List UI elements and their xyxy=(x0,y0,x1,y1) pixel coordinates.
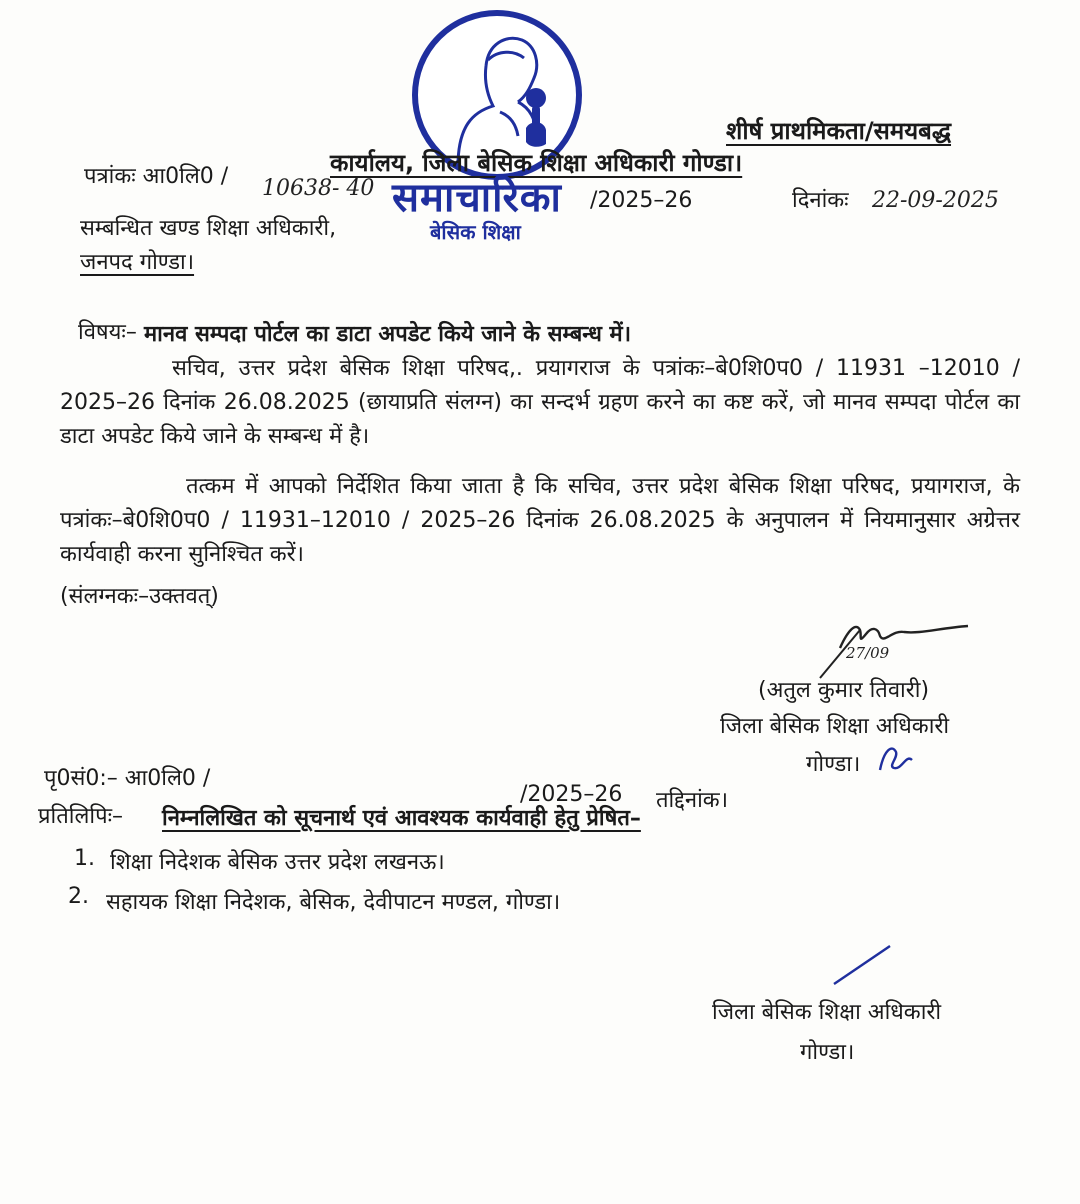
date-label: दिनांकः xyxy=(792,188,849,213)
footer-designation: जिला बेसिक शिक्षा अधिकारी xyxy=(712,1000,942,1025)
letter-number-year: /2025–26 xyxy=(590,188,693,213)
subject-label: विषयः– xyxy=(78,320,137,345)
endorsement-reference: पृ0सं0:– आ0लि0 / xyxy=(44,766,211,791)
office-heading: कार्यालय, जिला बेसिक शिक्षा अधिकारी गोण्डा। xyxy=(330,149,743,177)
copy-item-1-number: 1. xyxy=(74,846,95,871)
copy-item-1-text: शिक्षा निदेशक बेसिक उत्तर प्रदेश लखनऊ। xyxy=(110,850,445,875)
letter-number-prefix: पत्रांकः आ0लि0 / xyxy=(84,164,229,189)
signature-initial-date: 27/09 xyxy=(846,644,890,662)
endorsement-date: तद्दिनांक। xyxy=(656,788,729,813)
copy-label: प्रतिलिपिः– xyxy=(38,804,124,829)
enclosure-note: (संलग्नकः–उक्तवत्) xyxy=(60,584,219,609)
recipient-line-1: सम्बन्धित खण्ड शिक्षा अधिकारी, xyxy=(80,216,337,241)
body-paragraph-1: सचिव, उत्तर प्रदेश बेसिक शिक्षा परिषद,. प्रयागराज के पत्रांकः–बे0शि0प0 / 11931 –12010 / 2025–26 दिनांक 26.08.2025 (छायाप्रति संलग्न) का सन्दर्भ ग्रहण करने का कष्ट करें, जो मानव सम्पदा पोर्टल का डाटा अपडेट किये जाने के सम्बन्ध में है। xyxy=(60,356,1020,449)
signatory-name: (अतुल कुमार तिवारी) xyxy=(758,678,930,703)
signatory-designation: जिला बेसिक शिक्षा अधिकारी xyxy=(720,714,950,739)
brand-name: समाचारिका xyxy=(392,175,562,221)
signatory-place: गोण्डा। xyxy=(806,752,861,777)
body-paragraph-2: तत्कम में आपको निर्देशित किया जाता है कि सचिव, उत्तर प्रदेश बेसिक शिक्षा परिषद, प्रयागराज, के पत्रांकः–बे0शि0प0 / 11931–12010 / 2025–26 दिनांक 26.08.2025 के अनुपालन में नियमानुसार अग्रेत्तर कार्यवाही करना सुनिश्चित करें। xyxy=(60,474,1020,567)
subject-text: मानव सम्पदा पोर्टल का डाटा अपडेट किये जाने के सम्बन्ध में। xyxy=(144,322,632,347)
footer-place: गोण्डा। xyxy=(800,1040,855,1065)
officer-signature-icon xyxy=(800,600,980,680)
endorsement-year: /2025–26 xyxy=(520,782,623,807)
date-handwritten: 22-09-2025 xyxy=(872,188,999,213)
letter-number-handwritten: 10638- 40 xyxy=(262,176,375,201)
copy-item-2-text: सहायक शिक्षा निदेशक, बेसिक, देवीपाटन मण्डल, गोण्डा। xyxy=(106,890,561,915)
copy-text: निम्नलिखित को सूचनार्थ एवं आवश्यक कार्यवाही हेतु प्रेषित– xyxy=(162,806,641,831)
recipient-line-2: जनपद गोण्डा। xyxy=(80,250,195,275)
footer-initial-stroke-icon xyxy=(830,940,900,990)
initial-scribble-icon xyxy=(874,740,918,776)
priority-label: शीर्ष प्राथमिकता/समयबद्ध xyxy=(726,117,952,145)
copy-item-2-number: 2. xyxy=(68,884,89,909)
brand-subtitle: बेसिक शिक्षा xyxy=(430,220,521,244)
